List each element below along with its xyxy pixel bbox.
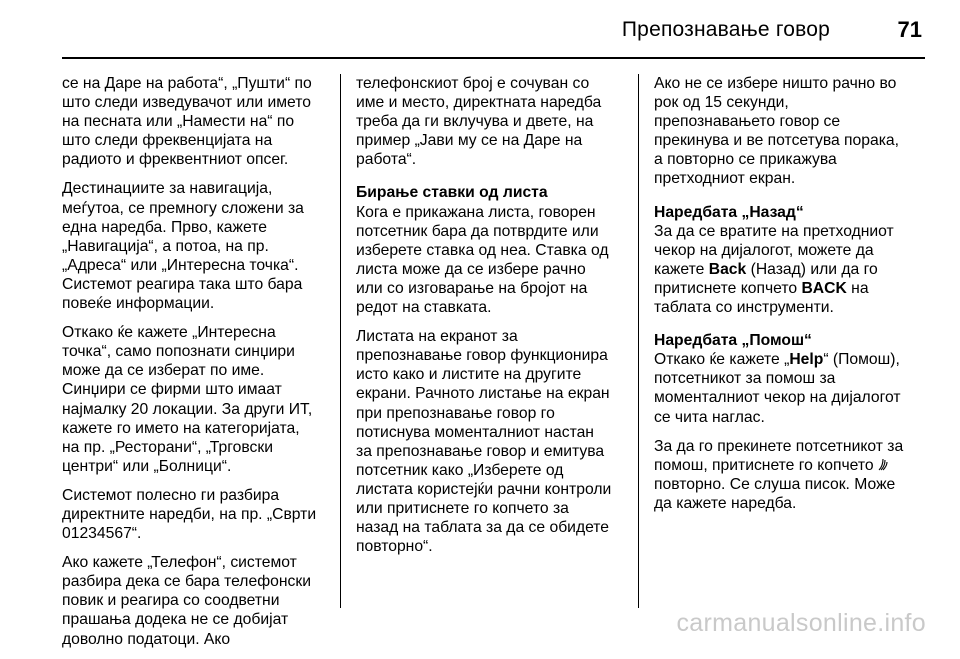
column-1 [62,74,320,659]
paragraph: се на Даре на работа“, „Пушти“ по што следи изведувачот или името на песната или „Намести на“ по што следи фреквенцијата на радиото и фреквентниот опсег. [62,75,312,169]
paragraph: Дестинациите за навигација, меѓутоа, се премногу сложени за една наредба. Прво, кажете „Навигација“, а потоа, на пр. „Адреса“ или „Интересна точка“. Системот реагира така што бара повеќе информации. [62,180,304,313]
keyword-help: Help [789,351,824,369]
text: За да го прекинете потсетникот за помош, притиснете го копчето [654,437,904,474]
subheading-back-command: Наредбата „Назад“ [654,203,804,221]
text: За да се вратите на претходниот чекор на дијалогот, можете да кажете [654,222,894,278]
keyword-back-button: BACK [801,279,847,297]
column-3 [654,74,912,523]
paragraph: Системот полесно ги разбира директните наредби, на пр. „Сврти 01234567“. [62,486,317,543]
text: (Назад) или да го притиснете копчето [654,260,878,297]
text: повторно. Се слуша писок. Може да кажете наредба. [654,475,896,512]
subheading-help-command: Наредбата „Помош“ [654,332,812,350]
paragraph: Ако кажете „Телефон“, системот разбира дека се бара телефонски повик и реагира со соодветни прашања додека не се добијат доволно податоци. Ако [62,554,311,648]
paragraph: телефонскиот број е сочуван со име и место, директната наредба треба да ги вклучува и двете, на пример „Јави му се на Даре на работа“. [356,75,602,169]
page-header [0,0,960,62]
subheading-select-list-items: Бирање ставки од листа [356,184,548,202]
paragraph-help-command [654,350,912,426]
column-divider [340,74,341,608]
text: на таблата со инструменти. [654,279,869,317]
page-number: 71 [897,17,922,42]
section-title: Препознавање говор [621,18,830,41]
paragraph: Откако ќе кажете „Интересна точка“, само попознати синџири може да се изберат по име. Синџири се фирми што имаат најмалку 20 локации. За други ИТ, кажете го името на категоријата, на пр. „Ресторани“, „Трговски центри“ или „Болници“. [62,324,313,475]
paragraph: Листата на екранот за препознавање говор функционира исто како и листите на другите екрани. Рачното листање на екран при препознавање говор го потиснува моменталниот настан за препознавање говор и емитува потсетник како „Изберете од листата користејќи рачни контроли или притиснете го копчето за назад на таблата за да се обидете повторно“. [356,328,612,556]
column-divider [638,74,639,608]
paragraph: Ако не се избере ништо рачно во рок од 15 секунди, препознавањето говор се прекинува и ве потсетува порака, а повторно се прикажува претходниот екран. [654,75,900,188]
paragraph: Кога е прикажана листа, говорен потсетник бара да потврдите или изберете ставка од неа. Ставка од листа може да се избере рачно или со изговарање на бројот на редот на ставката. [356,203,609,317]
keyword-back: Back [708,260,747,278]
text: “ (Помош), потсетникот за помош за моменталниот чекор на дијалогот се чита наглас. [654,351,901,426]
paragraph-back-command [654,222,912,317]
watermark: carmanualsonline.info [676,609,926,637]
voice-mic-icon [878,458,888,472]
header-rule [62,57,925,59]
text: Откако ќе кажете „ [654,351,790,369]
paragraph-cancel-help [654,437,912,513]
column-2 [356,74,614,566]
